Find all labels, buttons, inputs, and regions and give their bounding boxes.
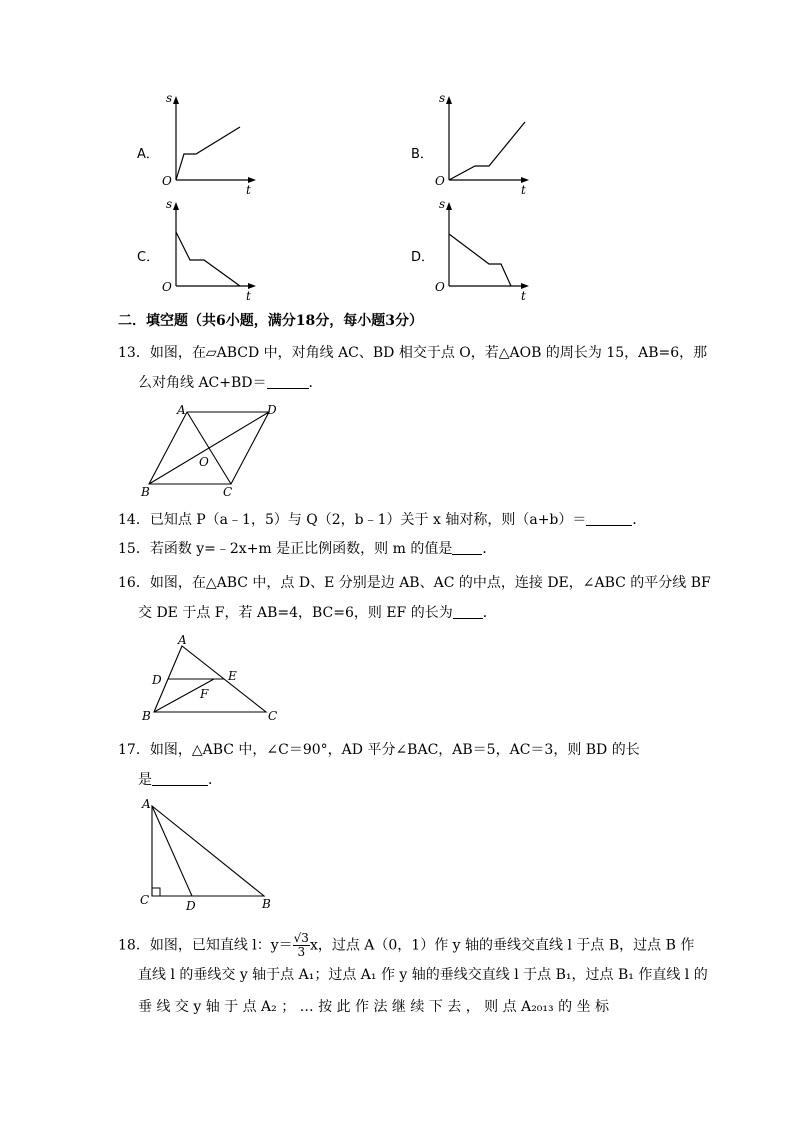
- q18-line1: [118, 932, 694, 959]
- graph-a: [160, 92, 260, 197]
- q16-suffix: ．: [482, 605, 497, 621]
- q13-prefix: 么对角线 AC+BD＝: [138, 375, 267, 391]
- graph-d-origin: O: [435, 280, 445, 294]
- q16-label-d: D: [152, 673, 162, 687]
- q16-label-f: F: [200, 687, 209, 701]
- q14-answer-blank[interactable]: [586, 511, 632, 526]
- graph-d-s: s: [439, 197, 446, 211]
- q16-figure: [138, 632, 288, 728]
- q18-frac-num: √3: [293, 931, 309, 945]
- q17-label-d: D: [186, 899, 196, 913]
- q18-fraction: [293, 932, 310, 959]
- q18-line3: 垂 线 交 y 轴 于 点 A₂ ； … 按 此 作 法 继 续 下 去 ， 则 点 A₂₀₁₃ 的 坐 标: [138, 999, 609, 1015]
- q18-line2: 直线 l 的垂线交 y 轴于点 A₁；过点 A₁ 作 y 轴的垂线交直线 l 于点 B₁，过点 B₁ 作直线 l 的: [138, 967, 708, 983]
- q13-figure: [135, 400, 285, 500]
- q13-line1: 13．如图，在▱ABCD 中，对角线 AC、BD 相交于点 O，若△AOB 的周长为 15，AB=6，那: [118, 345, 708, 361]
- graph-b-origin: O: [435, 174, 445, 188]
- q16-label-a: A: [178, 633, 187, 647]
- q14-suffix: ．: [632, 512, 647, 528]
- q15-prefix: 15．若函数 y=﹣2x+m 是正比例函数，则 m 的值是: [118, 541, 453, 557]
- graph-b-s: s: [439, 91, 446, 105]
- graph-c-s: s: [166, 197, 173, 211]
- q17-label-c: C: [140, 893, 150, 907]
- q13-label-a: A: [177, 403, 186, 417]
- graph-c-t: t: [246, 289, 251, 303]
- q13-answer-blank[interactable]: [267, 374, 309, 389]
- q13-label-b: B: [141, 485, 150, 499]
- graph-c: [160, 198, 260, 303]
- q18-suffix: x，过点 A（0，1）作 y 轴的垂线交直线 l 于点 B，过点 B 作: [309, 937, 695, 954]
- q17-answer-blank[interactable]: [152, 771, 208, 786]
- option-a-label: A．: [137, 147, 159, 162]
- graph-a-origin: O: [162, 174, 172, 188]
- q13-label-o: O: [199, 455, 209, 469]
- q18-frac-den: 3: [297, 945, 306, 959]
- graph-a-s: s: [166, 91, 173, 105]
- q17-line2: [138, 771, 222, 789]
- q16-prefix: 交 DE 于点 F，若 AB=4，BC=6，则 EF 的长为: [138, 605, 453, 621]
- q13-line2: [138, 374, 323, 392]
- q17-line1: 17．如图，△ABC 中，∠C＝90°，AD 平分∠BAC，AB＝5，AC＝3，则 BD 的长: [118, 742, 640, 758]
- q17-suffix: ．: [208, 772, 222, 788]
- q17-prefix: 是: [138, 772, 152, 788]
- q13-suffix: ．: [308, 375, 323, 391]
- q14-prefix: 14．已知点 P（a﹣1，5）与 Q（2，b﹣1）关于 x 轴对称，则（a+b）＝: [118, 512, 587, 528]
- option-d-label: D．: [411, 250, 435, 265]
- section-heading: 二．填空题（共6小题，满分18分，每小题3分）: [118, 313, 423, 329]
- option-c-label: C．: [137, 250, 160, 265]
- graph-b-t: t: [521, 183, 526, 197]
- graph-d-t: t: [521, 289, 526, 303]
- q16-line2: [138, 604, 497, 622]
- q14-line: [118, 511, 646, 529]
- q15-suffix: ．: [482, 541, 497, 557]
- graph-b: [433, 92, 533, 197]
- q16-answer-blank[interactable]: [453, 604, 483, 619]
- q13-label-c: C: [223, 485, 233, 499]
- graph-a-t: t: [246, 183, 251, 197]
- q16-label-c: C: [268, 709, 278, 723]
- q18-prefix: 18．如图，已知直线 l：y＝: [118, 937, 293, 954]
- q13-label-d: D: [267, 403, 277, 417]
- graph-d: [433, 198, 533, 303]
- q15-answer-blank[interactable]: [452, 540, 482, 555]
- option-b-label: B．: [411, 147, 433, 162]
- graph-c-origin: O: [162, 280, 172, 294]
- q16-label-e: E: [228, 669, 237, 683]
- q17-label-a: A: [142, 797, 151, 811]
- q16-label-b: B: [142, 709, 151, 723]
- q16-line1: 16．如图，在△ABC 中，点 D、E 分别是边 AB、AC 的中点，连接 DE，∠ABC 的平分线 BF: [118, 575, 711, 591]
- q17-label-b: B: [262, 897, 271, 911]
- q17-figure: [138, 796, 283, 914]
- q15-line: [118, 540, 496, 558]
